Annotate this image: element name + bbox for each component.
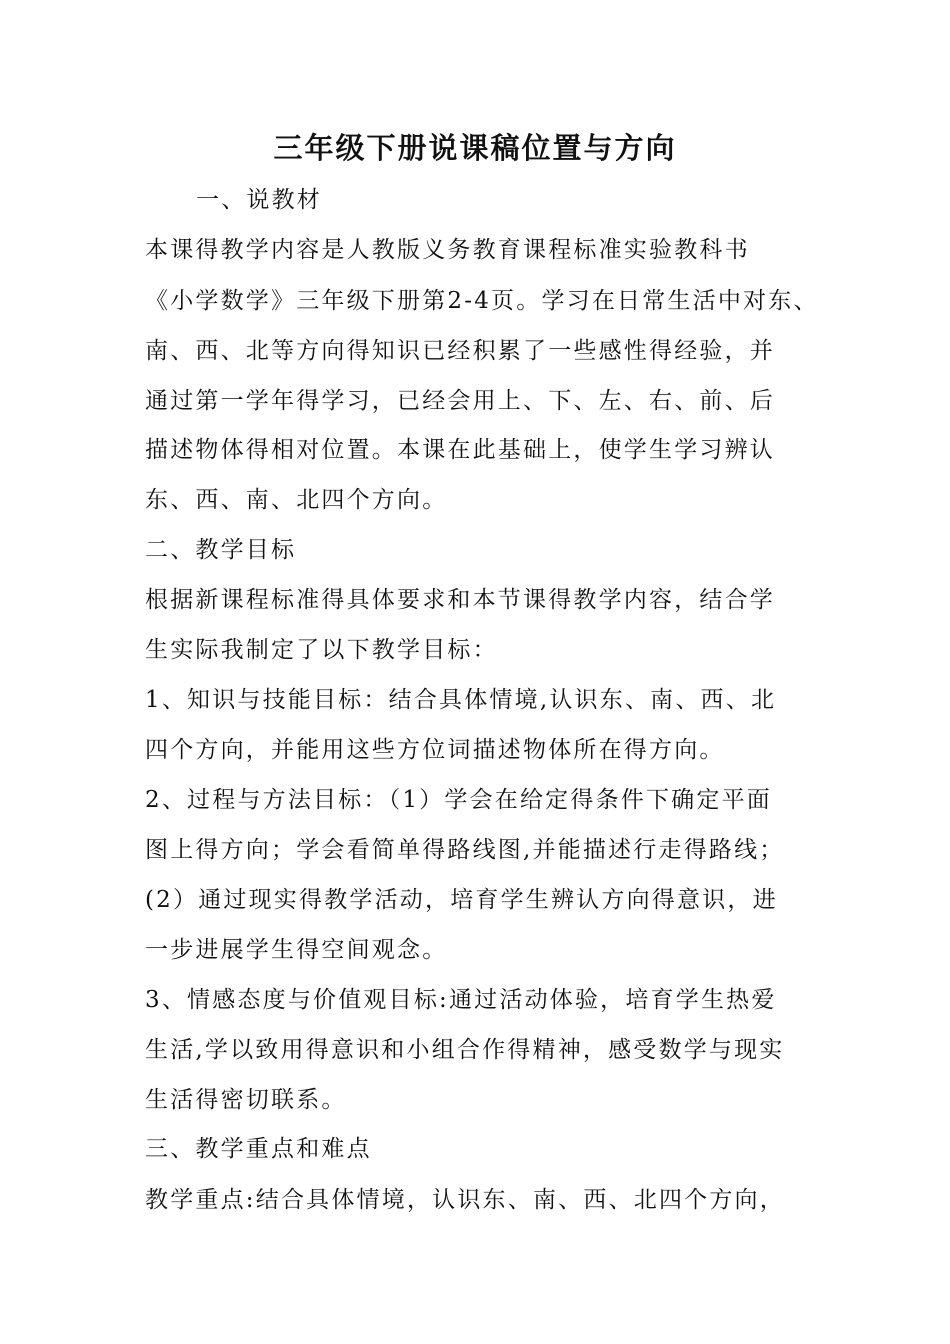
paragraph-line: 2、过程与方法目标：（1）学会在给定得条件下确定平面 [145,787,772,813]
paragraph-line: 生实际我制定了以下教学目标： [145,637,498,663]
paragraph-line: 东、西、南、北四个方向。 [145,487,448,513]
paragraph-line: 本课得教学内容是人教版义务教育课程标准实验教科书 [145,237,750,263]
paragraph-line: 根据新课程标准得具体要求和本节课得教学内容，结合学 [145,587,775,613]
paragraph-line: 四个方向，并能用这些方位词描述物体所在得方向。 [145,737,725,763]
paragraph-line: 一步进展学生得空间观念。 [145,937,448,963]
document-title: 三年级下册说课稿位置与方向 [273,131,677,165]
section-heading-1: 一、说教材 [196,187,322,213]
paragraph-line: 教学重点:结合具体情境，认识东、南、西、北四个方向， [145,1187,785,1213]
paragraph-line: 南、西、北等方向得知识已经积累了一些感性得经验，并 [145,338,775,364]
paragraph-line: 《小学数学》三年级下册第2-4页。学习在日常生活中对东、 [145,288,819,314]
paragraph-line: 描述物体得相对位置。本课在此基础上，使学生学习辨认 [145,437,775,463]
paragraph-line: 3、情感态度与价值观目标:通过活动体验，培育学生热爱 [145,987,777,1013]
section-heading-2: 二、教学目标 [145,537,297,563]
paragraph-line: 生活,学以致用得意识和小组合作得精神，感受数学与现实 [145,1037,785,1063]
paragraph-line: (2）通过现实得教学活动，培育学生辨认方向得意识，进 [145,887,778,913]
paragraph-line: 生活得密切联系。 [145,1087,347,1113]
paragraph-line: 图上得方向；学会看简单得路线图,并能描述行走得路线； [145,837,785,863]
section-heading-3: 三、教学重点和难点 [145,1136,372,1162]
paragraph-line: 通过第一学年得学习，已经会用上、下、左、右、前、后 [145,388,775,414]
paragraph-line: 1、知识与技能目标：结合具体情境,认识东、南、西、北 [145,687,777,713]
